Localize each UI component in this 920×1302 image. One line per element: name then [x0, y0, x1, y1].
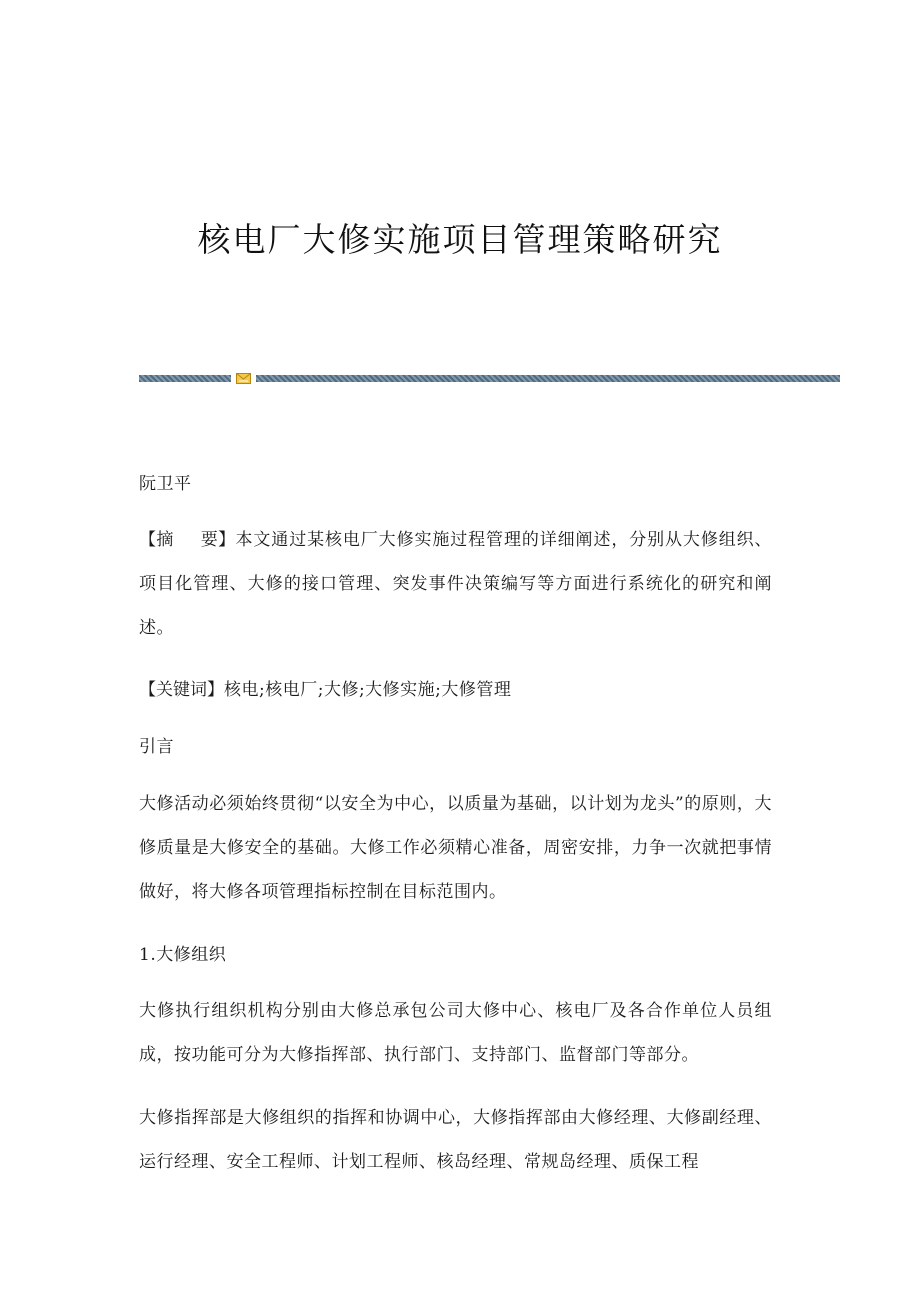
abstract-paragraph [139, 518, 772, 650]
section-1-paragraph-1: 大修执行组织机构分别由大修总承包公司大修中心、核电厂及各合作单位人员组成，按功能可分为大修指挥部、执行部门、支持部门、监督部门等部分。 [139, 1001, 772, 1065]
document-title: 核电厂大修实施项目管理策略研究 [197, 220, 723, 259]
section-1-paragraph-2: 大修指挥部是大修组织的指挥和协调中心，大修指挥部由大修经理、大修副经理、运行经理、安全工程师、计划工程师、核岛经理、常规岛经理、质保工程 [139, 1108, 772, 1172]
introduction-heading: 引言 [139, 737, 174, 757]
title-divider [139, 373, 840, 384]
abstract-label-open: 【摘 [139, 530, 174, 550]
abstract-label-close: 要】 [200, 530, 236, 550]
divider-bar-left [139, 375, 231, 382]
author-name: 阮卫平 [139, 474, 192, 494]
section-1-heading: 1.大修组织 [139, 945, 227, 965]
abstract-text: 本文通过某核电厂大修实施过程管理的详细阐述，分别从大修组织、项目化管理、大修的接口管理、突发事件决策编写等方面进行系统化的研究和阐述。 [139, 530, 773, 638]
keywords-text: 核电;核电厂;大修;大修实施;大修管理 [224, 680, 512, 700]
keywords-paragraph [139, 668, 772, 712]
envelope-icon [236, 373, 251, 384]
keywords-label: 【关键词】 [139, 680, 224, 700]
divider-bar-right [256, 375, 840, 382]
introduction-paragraph: 大修活动必须始终贯彻“以安全为中心，以质量为基础，以计划为龙头”的原则，大修质量是大修安全的基础。大修工作必须精心准备，周密安排，力争一次就把事情做好，将大修各项管理指标控制在目标范围内。 [139, 794, 772, 902]
